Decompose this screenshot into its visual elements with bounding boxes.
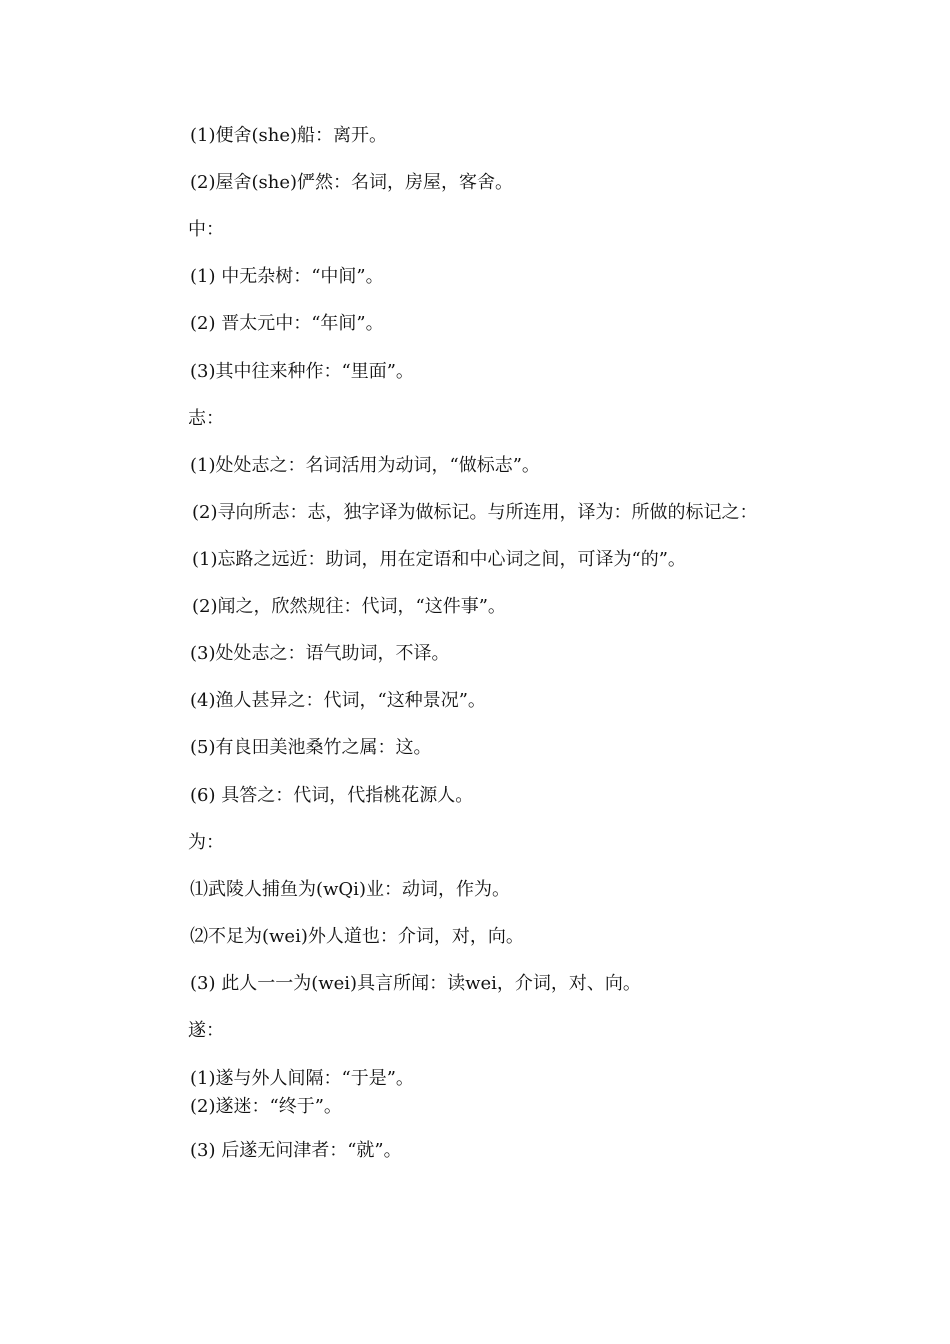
text-line-9: (2)闻之，欣然规往：代词，“这件事”。 <box>192 596 506 617</box>
text-line-3: (1) 中无杂树：“中间”。 <box>190 266 384 287</box>
text-line-15: ⑵不足为(wei)外人道也：介词，对，向。 <box>190 926 524 947</box>
section-heading-wei: 为： <box>188 832 224 853</box>
text-line-12: (5)有良田美池桑竹之属：这。 <box>190 737 432 758</box>
text-line-7: (2)寻向所志：志，独字译为做标记。与所连用，译为：所做的标记之： <box>192 502 758 523</box>
text-line-11: (4)渔人甚异之：代词，“这种景况”。 <box>190 690 486 711</box>
text-line-16: (3) 此人一一为(wei)具言所闻：读wei，介词，对、向。 <box>190 973 641 994</box>
section-heading-zhi: 志： <box>188 408 224 429</box>
text-line-1: (1)便舍(she)船：离开。 <box>190 125 388 146</box>
text-line-6: (1)处处志之：名词活用为动词，“做标志”。 <box>190 455 540 476</box>
text-line-17: (1)遂与外人间隔：“于是”。 <box>190 1068 414 1089</box>
text-line-10: (3)处处志之：语气助词，不译。 <box>190 643 450 664</box>
section-heading-sui: 遂： <box>188 1020 224 1041</box>
text-line-8: (1)忘路之远近：助词，用在定语和中心词之间，可译为“的”。 <box>192 549 686 570</box>
text-line-2: (2)屋舍(she)俨然：名词，房屋，客舍。 <box>190 172 514 193</box>
text-line-14: ⑴武陵人捕鱼为(wQi)业：动词，作为。 <box>190 879 510 900</box>
text-line-19: (3) 后遂无问津者：“就”。 <box>190 1140 402 1161</box>
section-heading-zhong: 中： <box>188 219 224 240</box>
text-line-4: (2) 晋太元中：“年间”。 <box>190 313 384 334</box>
text-line-13: (6) 具答之：代词，代指桃花源人。 <box>190 785 474 806</box>
text-line-18: (2)遂迷：“终于”。 <box>190 1096 342 1117</box>
text-line-5: (3)其中往来种作：“里面”。 <box>190 361 414 382</box>
